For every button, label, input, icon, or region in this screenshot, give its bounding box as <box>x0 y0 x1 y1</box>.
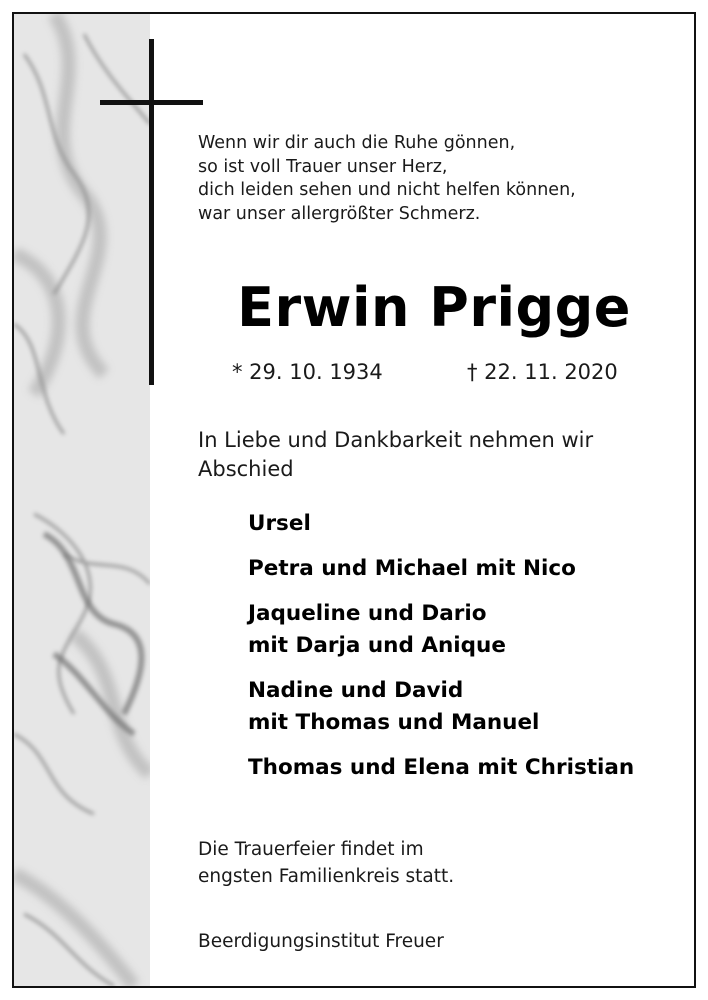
marble-side-panel <box>14 14 150 986</box>
verse-line: dich leiden sehen und nicht helfen können, <box>198 180 576 200</box>
mourner-entry <box>248 675 634 739</box>
death-date: † 22. 11. 2020 <box>467 360 618 384</box>
mourner-entry <box>248 553 634 585</box>
intro-line: In Liebe und Dankbarkeit nehmen wir <box>198 428 594 452</box>
mourner-line: Thomas und Elena mit Christian <box>248 755 635 780</box>
mourner-entry <box>248 508 634 540</box>
verse-line: war unser allergrößter Schmerz. <box>198 203 481 224</box>
verse-line: so ist voll Trauer unser Herz, <box>198 156 448 177</box>
verse-line: Wenn wir dir auch die Ruhe gönnen, <box>198 133 516 153</box>
mourner-line: Jaqueline und Dario <box>248 601 487 626</box>
mourner-line: Nadine und David <box>248 678 464 703</box>
mourner-line: mit Thomas und Manuel <box>248 710 540 735</box>
deceased-name: Erwin Prigge <box>237 276 631 339</box>
birth-date: * 29. 10. 1934 <box>232 360 383 384</box>
mourners-list <box>248 508 634 797</box>
mourner-entry <box>248 598 634 662</box>
mourner-entry <box>248 752 634 784</box>
memorial-verse <box>198 132 576 226</box>
mourner-line: Ursel <box>248 511 311 536</box>
funeral-home-name: Beerdigungsinstitut Freuer <box>198 931 444 952</box>
mourner-line: Petra und Michael mit Nico <box>248 556 576 581</box>
ceremony-line: Die Trauerfeier findet im <box>198 839 424 860</box>
ceremony-line: engsten Familienkreis statt. <box>198 866 455 887</box>
mourner-line: mit Darja und Anique <box>248 633 506 658</box>
farewell-intro <box>198 426 593 484</box>
ceremony-notice <box>198 836 454 890</box>
intro-line: Abschied <box>198 457 294 481</box>
obituary-frame <box>12 12 696 988</box>
